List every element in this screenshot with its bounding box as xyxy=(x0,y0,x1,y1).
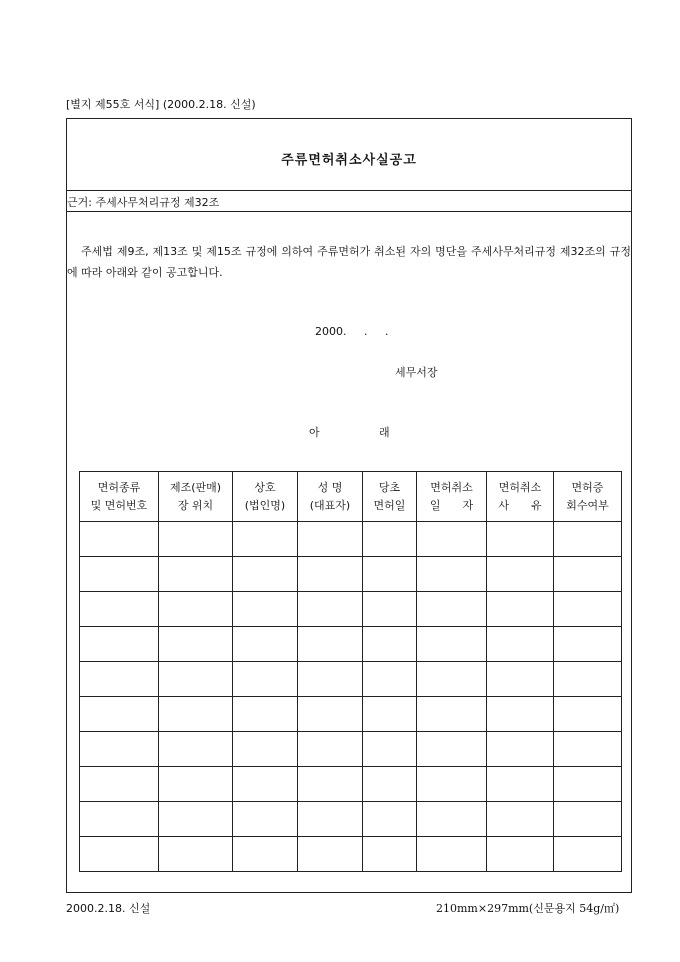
table-cell xyxy=(298,837,363,872)
table-cell xyxy=(159,627,233,662)
column-header xyxy=(554,472,622,522)
column-header-line2: (대표자) xyxy=(309,498,351,512)
table-cell xyxy=(417,522,487,557)
revoked-license-table xyxy=(79,471,622,872)
table-row xyxy=(80,732,622,767)
form-reference-note: [별지 제55호 서식] (2000.2.18. 신설) xyxy=(66,98,256,111)
table-cell xyxy=(233,592,298,627)
column-header-line2: 장 위치 xyxy=(177,498,214,512)
table-cell xyxy=(80,522,159,557)
table-cell xyxy=(363,557,417,592)
table-cell xyxy=(80,627,159,662)
table-cell xyxy=(363,837,417,872)
legal-basis: 근거: 주세사무처리규정 제32조 xyxy=(67,196,220,209)
table-cell xyxy=(159,557,233,592)
table-cell xyxy=(363,697,417,732)
form-title: 주류면허취소사실공고 xyxy=(281,153,417,168)
column-header-line2: 면허일 xyxy=(373,498,406,512)
table-cell xyxy=(80,592,159,627)
table-cell xyxy=(363,522,417,557)
table-cell xyxy=(80,732,159,767)
table-header-row xyxy=(80,472,622,522)
column-header xyxy=(159,472,233,522)
table-cell xyxy=(417,837,487,872)
table-cell xyxy=(363,767,417,802)
table-cell xyxy=(80,767,159,802)
table-row xyxy=(80,627,622,662)
column-header xyxy=(363,472,417,522)
table-cell xyxy=(233,732,298,767)
table-cell xyxy=(159,732,233,767)
signer-title: 세무서장 xyxy=(395,366,438,379)
divider xyxy=(67,211,631,212)
table-cell xyxy=(363,592,417,627)
column-header-line2: 회수여부 xyxy=(566,498,609,512)
table-row xyxy=(80,522,622,557)
table-cell xyxy=(233,627,298,662)
column-header-line2: 사 유 xyxy=(498,498,542,512)
table-cell xyxy=(298,592,363,627)
notice-body: 주세법 제9조, 제13조 및 제15조 규정에 의하여 주류면허가 취소된 자의 명단을 주세사무처리규정 제32조의 규정에 따라 아래와 같이 공고합니다. xyxy=(67,245,631,279)
column-header-line1: 제조(판매) xyxy=(169,480,222,494)
divider xyxy=(67,190,631,191)
table-cell xyxy=(417,662,487,697)
table-cell xyxy=(487,697,554,732)
table-cell xyxy=(159,697,233,732)
table-cell xyxy=(233,837,298,872)
table-cell xyxy=(159,767,233,802)
table-cell xyxy=(487,522,554,557)
table-cell xyxy=(554,837,622,872)
table-cell xyxy=(363,802,417,837)
table-cell xyxy=(417,697,487,732)
table-cell xyxy=(159,802,233,837)
table-row xyxy=(80,662,622,697)
notice-form xyxy=(66,118,632,893)
table-cell xyxy=(417,557,487,592)
table-cell xyxy=(80,697,159,732)
table-cell xyxy=(487,767,554,802)
table-cell xyxy=(417,767,487,802)
table-cell xyxy=(159,592,233,627)
table-cell xyxy=(487,802,554,837)
column-header-line1: 면허증 xyxy=(571,480,604,494)
column-header-line1: 상호 xyxy=(254,480,276,494)
table-cell xyxy=(554,732,622,767)
table-cell xyxy=(159,662,233,697)
paper-spec: 210mm×297mm(신문용지 54g/㎡) xyxy=(436,902,620,915)
below-label-2: 래 xyxy=(379,426,390,439)
table-row xyxy=(80,802,622,837)
column-header xyxy=(417,472,487,522)
table-cell xyxy=(487,662,554,697)
table-cell xyxy=(487,592,554,627)
notice-date: 2000. . . xyxy=(315,325,389,338)
column-header-line2: 및 면허번호 xyxy=(90,498,148,512)
table-cell xyxy=(233,662,298,697)
table-cell xyxy=(233,697,298,732)
table-row xyxy=(80,837,622,872)
table-cell xyxy=(233,557,298,592)
column-header-line1: 면허취소 xyxy=(498,480,542,494)
table-cell xyxy=(298,662,363,697)
column-header-line2: 일 자 xyxy=(429,498,474,512)
column-header-line1: 성 명 xyxy=(317,480,343,494)
table-cell xyxy=(363,662,417,697)
table-cell xyxy=(80,557,159,592)
table-row xyxy=(80,697,622,732)
table-cell xyxy=(554,662,622,697)
table-cell xyxy=(233,802,298,837)
table-cell xyxy=(159,522,233,557)
table-cell xyxy=(363,627,417,662)
table-row xyxy=(80,767,622,802)
column-header-line1: 면허취소 xyxy=(430,480,473,494)
table-cell xyxy=(417,802,487,837)
column-header xyxy=(298,472,363,522)
table-cell xyxy=(554,557,622,592)
table-cell xyxy=(298,627,363,662)
table-cell xyxy=(417,627,487,662)
table-cell xyxy=(298,522,363,557)
table-cell xyxy=(417,732,487,767)
column-header xyxy=(233,472,298,522)
table-cell xyxy=(417,592,487,627)
table-cell xyxy=(487,837,554,872)
table-cell xyxy=(80,662,159,697)
column-header xyxy=(487,472,554,522)
table-cell xyxy=(298,697,363,732)
table-cell xyxy=(80,837,159,872)
table-cell xyxy=(554,697,622,732)
table-cell xyxy=(487,557,554,592)
table-cell xyxy=(233,767,298,802)
table-cell xyxy=(80,802,159,837)
table-row xyxy=(80,592,622,627)
table-cell xyxy=(554,522,622,557)
table-cell xyxy=(554,802,622,837)
table-cell xyxy=(233,522,298,557)
table-cell xyxy=(298,767,363,802)
column-header-line2: (법인명) xyxy=(244,498,286,512)
column-header-line1: 당초 xyxy=(378,480,401,494)
table-cell xyxy=(554,592,622,627)
table-row xyxy=(80,557,622,592)
footer-note: 2000.2.18. 신설 xyxy=(66,902,151,915)
table-cell xyxy=(554,767,622,802)
column-header xyxy=(80,472,159,522)
table-cell xyxy=(554,627,622,662)
table-cell xyxy=(298,802,363,837)
table-cell xyxy=(487,627,554,662)
below-label-1: 아 xyxy=(309,426,320,439)
column-header-line1: 면허종류 xyxy=(97,480,141,494)
table-cell xyxy=(159,837,233,872)
table-cell xyxy=(363,732,417,767)
table-cell xyxy=(298,557,363,592)
table-cell xyxy=(487,732,554,767)
table-cell xyxy=(298,732,363,767)
